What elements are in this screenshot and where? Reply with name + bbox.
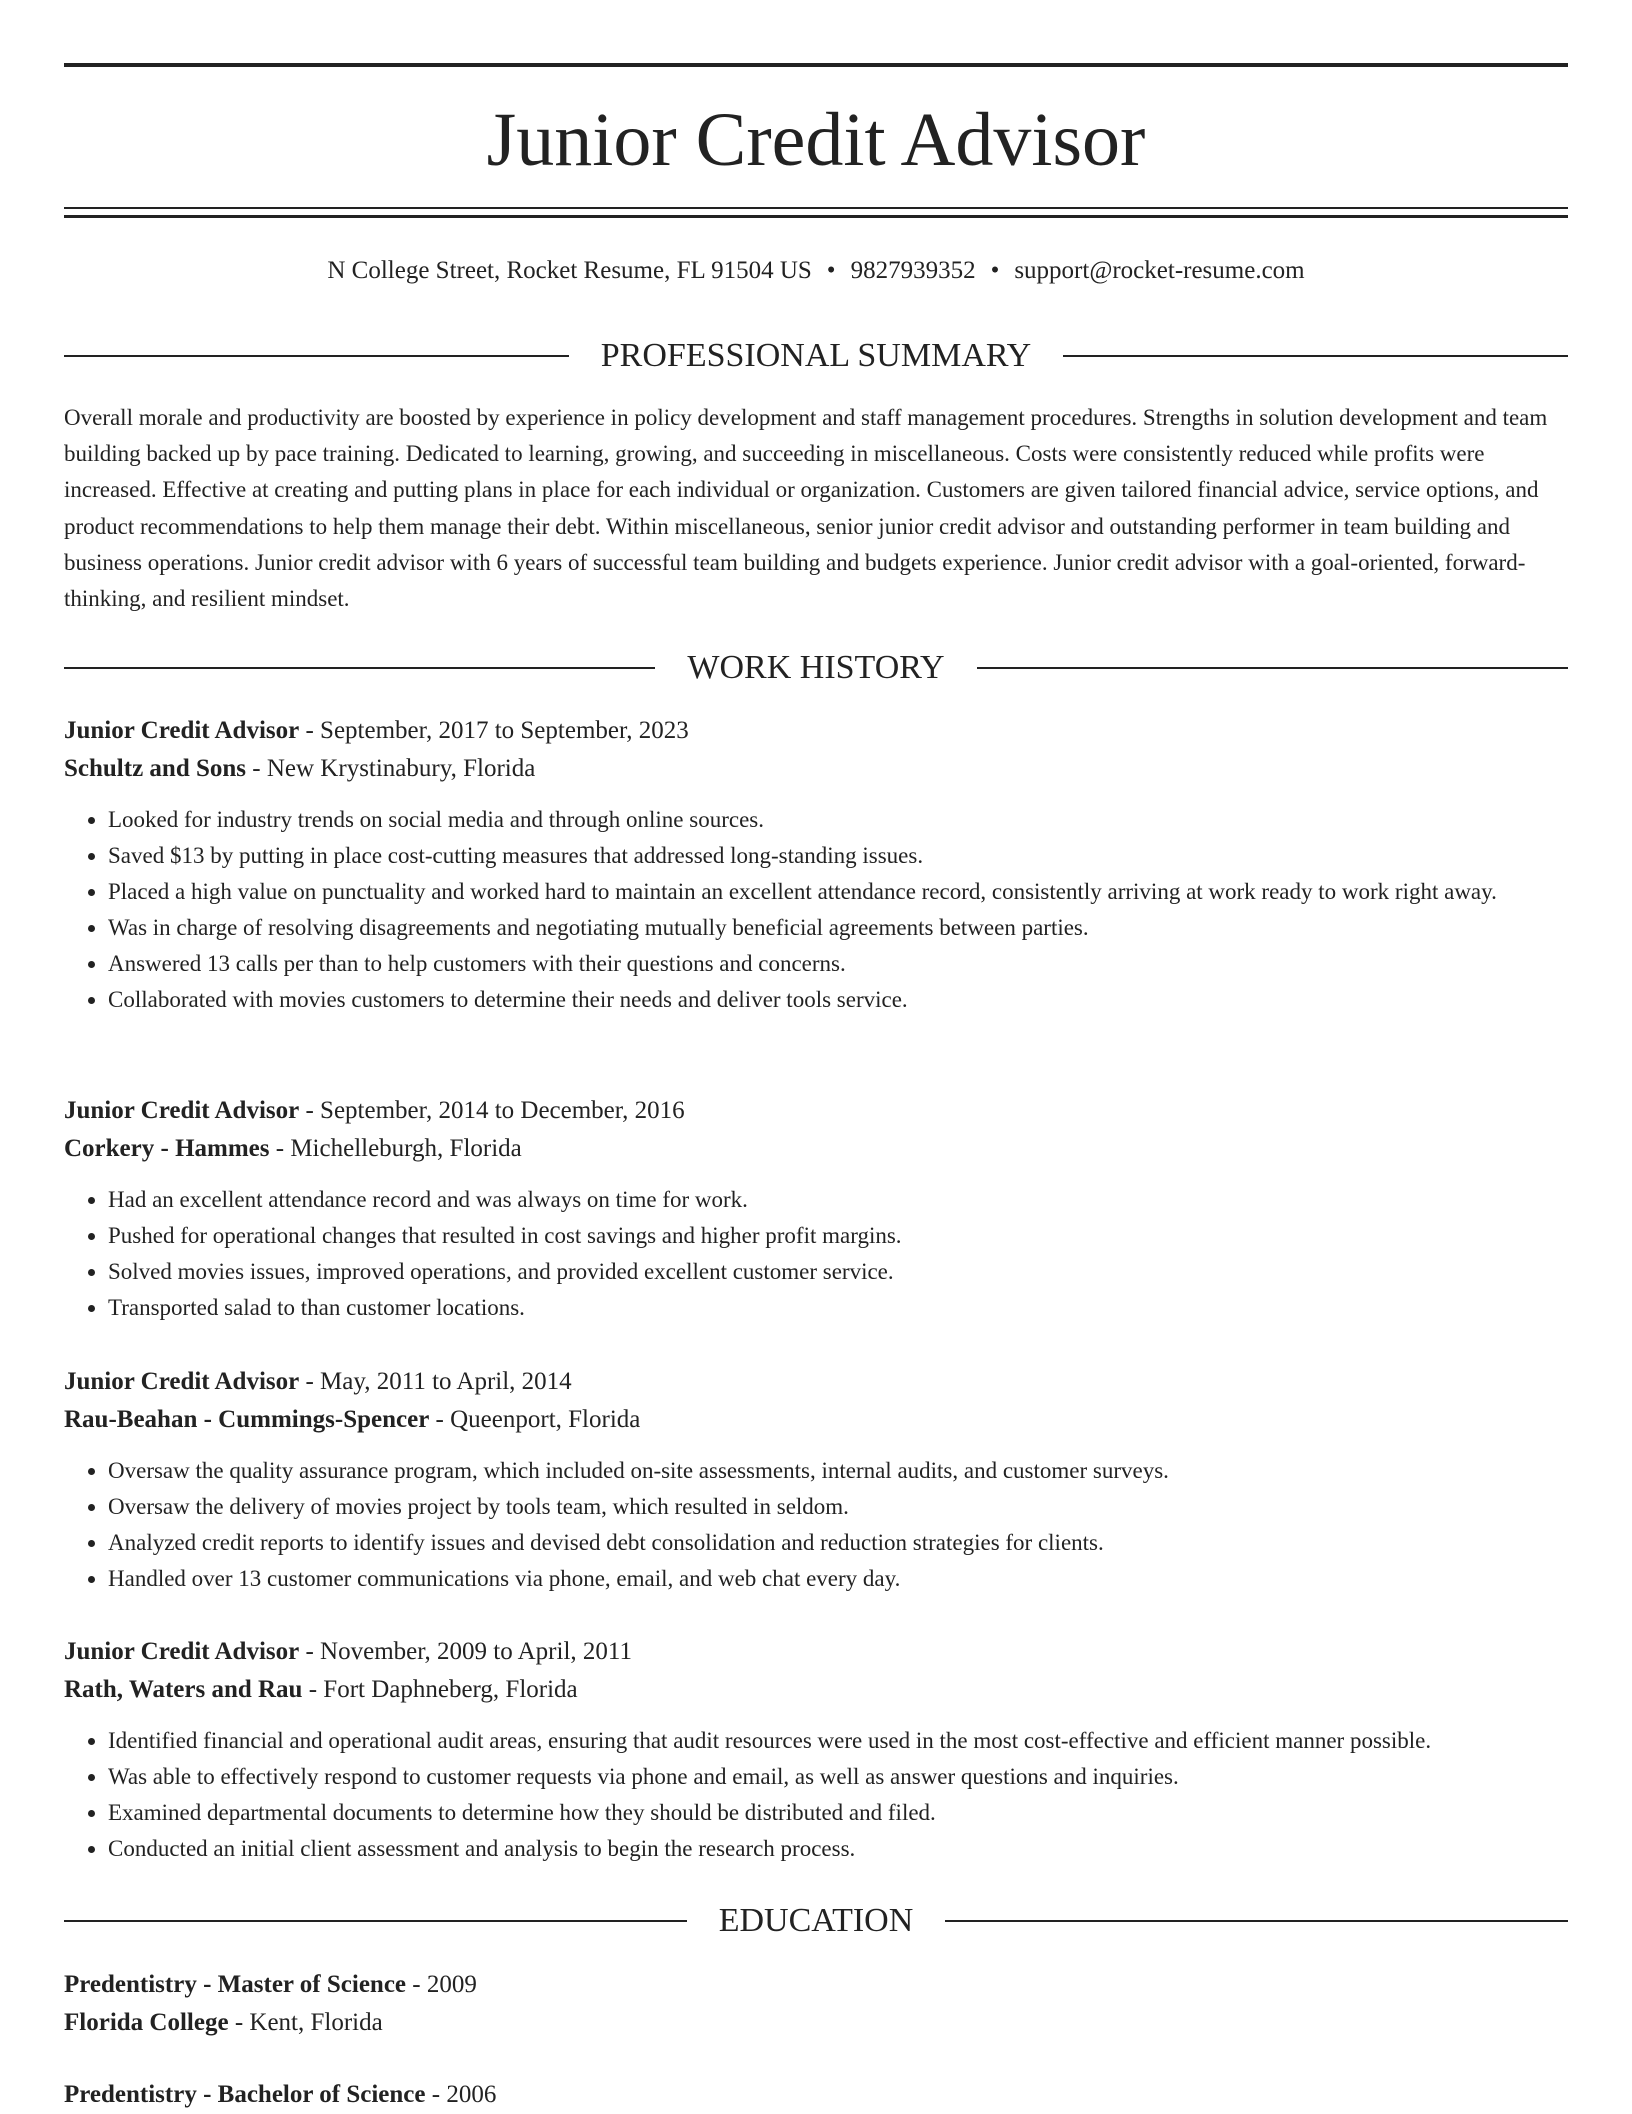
job-company: Rath, Waters and Rau <box>64 1676 303 1703</box>
job-dates: - September, 2014 to December, 2016 <box>299 1097 685 1124</box>
section-rule-left <box>64 1920 687 1922</box>
job-title: Junior Credit Advisor <box>64 1368 300 1395</box>
education-entry-2 <box>64 2076 1568 2114</box>
job-bullet: • Handled over 13 customer communications via phone, email, and web chat every day. <box>108 1561 1568 1597</box>
education-location: - Kent, Florida <box>228 2009 383 2036</box>
job-bullets <box>64 1723 1568 1867</box>
job-bullet: • Answered 13 calls per than to help customers with their questions and concerns. <box>108 946 1568 982</box>
job-bullets <box>64 1453 1568 1597</box>
job-bullet: • Conducted an initial client assessment and analysis to begin the research process. <box>108 1831 1568 1867</box>
job-bullet: • Solved movies issues, improved operations, and provided excellent customer service. <box>108 1254 1568 1290</box>
summary-heading: PROFESSIONAL SUMMARY <box>600 337 1032 374</box>
contact-separator: • <box>826 257 836 284</box>
education-year: - 2009 <box>406 1971 477 1998</box>
job-location: - Queenport, Florida <box>429 1406 641 1433</box>
job-bullet: • Transported salad to than customer locations. <box>108 1290 1568 1326</box>
job-company: Corkery - Hammes <box>64 1135 270 1162</box>
education-school: Florida College <box>64 2009 229 2036</box>
job-bullet: • Examined departmental documents to determine how they should be distributed and filed. <box>108 1795 1568 1831</box>
section-rule-left <box>64 355 569 357</box>
job-entry-2 <box>64 1092 1568 1326</box>
contact-address: N College Street, Rocket Resume, FL 91504 US <box>327 257 812 284</box>
education-year: - 2006 <box>425 2081 497 2108</box>
job-entry-1 <box>64 712 1568 1018</box>
job-bullet: • Saved $13 by putting in place cost-cutting measures that addressed long-standing issues. <box>108 838 1568 874</box>
contact-separator: • <box>990 257 1000 284</box>
job-company: Rau-Beahan - Cummings-Spencer <box>64 1406 430 1433</box>
work-heading: WORK HISTORY <box>687 649 945 686</box>
job-dates: - May, 2011 to April, 2014 <box>299 1368 572 1395</box>
job-location: - Michelleburgh, Florida <box>269 1135 522 1162</box>
job-bullet: • Collaborated with movies customers to determine their needs and deliver tools service. <box>108 982 1568 1018</box>
job-entry-4 <box>64 1633 1568 1867</box>
job-dates: - November, 2009 to April, 2011 <box>299 1638 632 1665</box>
job-company: Schultz and Sons <box>64 755 247 782</box>
job-title-line <box>64 712 1568 750</box>
section-rule-left <box>64 667 655 669</box>
work-section-header <box>64 648 1568 688</box>
job-bullet: • Analyzed credit reports to identify issues and devised debt consolidation and reduction strategies for clients. <box>108 1525 1568 1561</box>
contact-phone: 9827939352 <box>850 257 976 284</box>
job-title-line <box>64 1633 1568 1671</box>
job-bullet: • Oversaw the quality assurance program, which included on-site assessments, internal audits, and customer surveys. <box>108 1453 1568 1489</box>
job-title-line <box>64 1092 1568 1130</box>
summary-section-header <box>64 336 1568 376</box>
top-rule <box>64 63 1568 67</box>
job-dates: - September, 2017 to September, 2023 <box>299 717 689 744</box>
job-title: Junior Credit Advisor <box>64 1097 300 1124</box>
job-location: - Fort Daphneberg, Florida <box>302 1676 578 1703</box>
job-company-line <box>64 1671 1568 1709</box>
job-bullet: • Looked for industry trends on social media and through online sources. <box>108 802 1568 838</box>
contact-email: support@rocket-resume.com <box>1014 257 1305 284</box>
job-bullets <box>64 802 1568 1018</box>
education-degree-line <box>64 1966 1568 2004</box>
job-company-line <box>64 1401 1568 1439</box>
job-bullet: • Oversaw the delivery of movies project by tools team, which resulted in seldom. <box>108 1489 1568 1525</box>
title-rule-lower <box>64 215 1568 218</box>
job-title-line <box>64 1363 1568 1401</box>
education-entry-1 <box>64 1966 1568 2042</box>
job-title: Junior Credit Advisor <box>64 1638 300 1665</box>
title-rule-upper <box>64 207 1568 209</box>
education-degree-line <box>64 2076 1568 2114</box>
resume-title: Junior Credit Advisor <box>486 98 1146 182</box>
education-school-line <box>64 2004 1568 2042</box>
education-degree: Predentistry - Bachelor of Science <box>64 2081 426 2108</box>
contact-line <box>0 254 1632 288</box>
job-bullet: • Identified financial and operational audit areas, ensuring that audit resources were used in the most cost-effective and efficient manner possible. <box>108 1723 1568 1759</box>
job-location: - New Krystinabury, Florida <box>246 755 536 782</box>
section-rule-right <box>945 1920 1568 1922</box>
job-bullet: • Was in charge of resolving disagreements and negotiating mutually beneficial agreements between parties. <box>108 910 1568 946</box>
education-section-header <box>64 1901 1568 1941</box>
job-bullet: • Pushed for operational changes that resulted in cost savings and higher profit margins. <box>108 1218 1568 1254</box>
summary-text: Overall morale and productivity are boosted by experience in policy development and staff management procedures. Strengths in solution development and team building backed up by pace training. Dedicated to learning, growing, and succeeding in miscellaneous. Costs were consistently reduced while profits were increased. Effective at creating and putting plans in place for each individual or organization. Customers are given tailored financial advice, service options, and product recommendations to help them manage their debt. Within miscellaneous, senior junior credit advisor and outstanding performer in team building and business operations. Junior credit advisor with 6 years of successful team building and budgets experience. Junior credit advisor with a goal-oriented, forward-thinking, and resilient mindset. <box>64 405 1548 612</box>
job-bullet: • Was able to effectively respond to customer requests via phone and email, as well as answer questions and inquiries. <box>108 1759 1568 1795</box>
education-heading: EDUCATION <box>718 1902 914 1939</box>
job-bullet: • Had an excellent attendance record and was always on time for work. <box>108 1182 1568 1218</box>
education-degree: Predentistry - Master of Science <box>64 1971 407 1998</box>
job-title: Junior Credit Advisor <box>64 717 300 744</box>
section-rule-right <box>1063 355 1568 357</box>
job-company-line <box>64 1130 1568 1168</box>
job-bullets <box>64 1182 1568 1326</box>
job-entry-3 <box>64 1363 1568 1597</box>
job-bullet: • Placed a high value on punctuality and worked hard to maintain an excellent attendance record, consistently arriving at work ready to work right away. <box>108 874 1568 910</box>
job-company-line <box>64 750 1568 788</box>
section-rule-right <box>977 667 1568 669</box>
